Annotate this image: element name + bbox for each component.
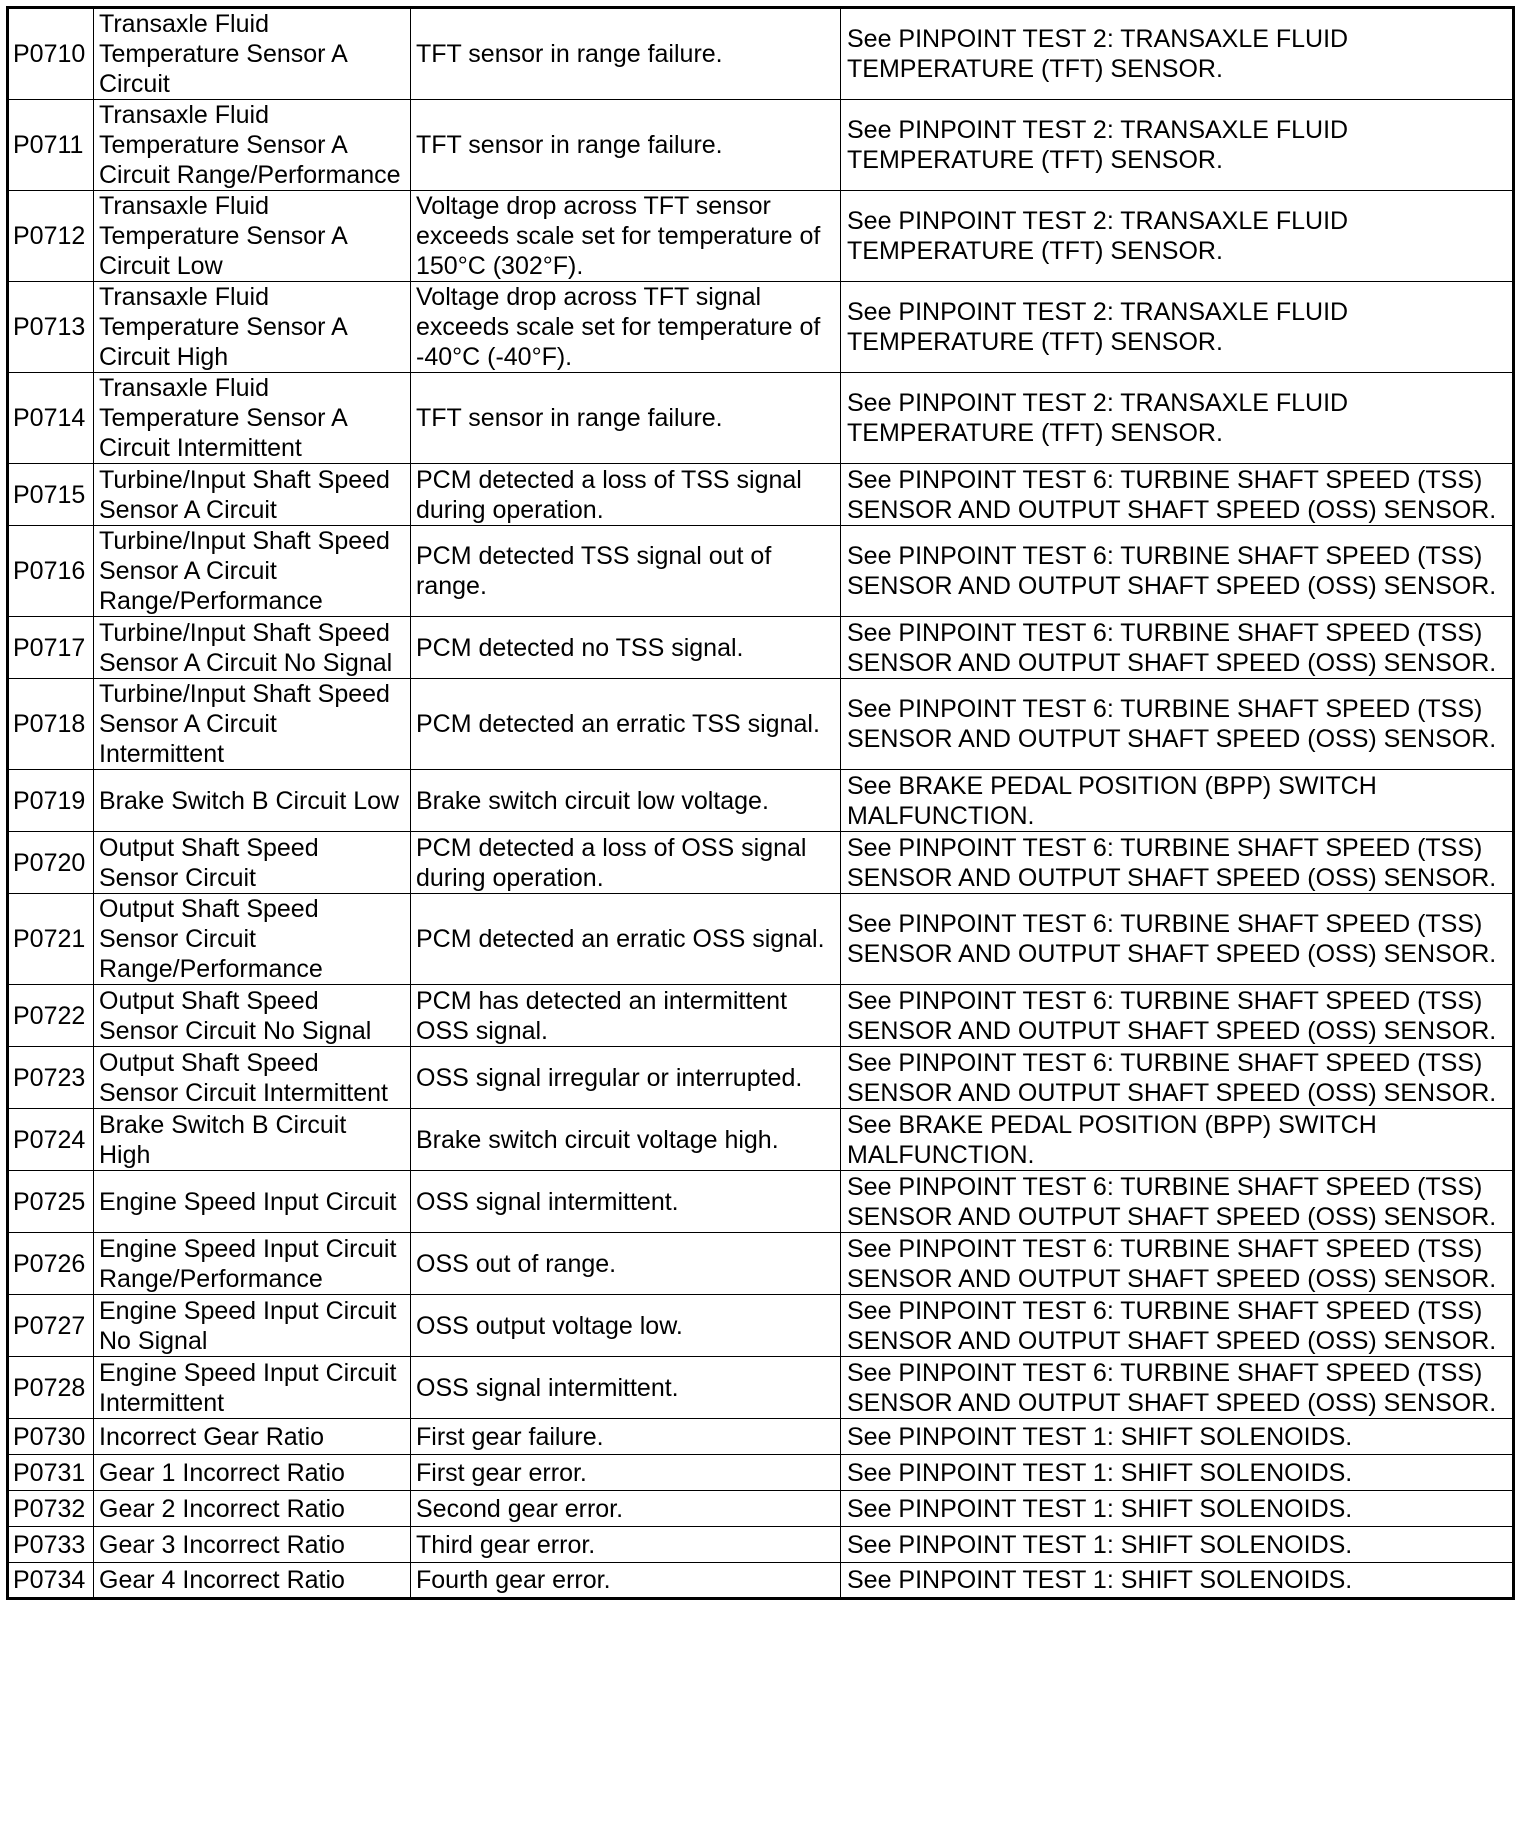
dtc-description: Gear 2 Incorrect Ratio <box>94 1491 411 1527</box>
table-row <box>8 1455 1514 1491</box>
dtc-description: Incorrect Gear Ratio <box>94 1419 411 1455</box>
dtc-condition: PCM detected an erratic OSS signal. <box>411 894 841 985</box>
dtc-description: Gear 3 Incorrect Ratio <box>94 1527 411 1563</box>
dtc-code: P0717 <box>8 617 94 679</box>
table-row <box>8 100 1514 191</box>
dtc-code: P0711 <box>8 100 94 191</box>
dtc-condition: First gear failure. <box>411 1419 841 1455</box>
dtc-action: See PINPOINT TEST 1: SHIFT SOLENOIDS. <box>841 1419 1514 1455</box>
dtc-condition: PCM detected a loss of TSS signal during operation. <box>411 464 841 526</box>
table-row <box>8 1295 1514 1357</box>
dtc-action: See PINPOINT TEST 6: TURBINE SHAFT SPEED (TSS) SENSOR AND OUTPUT SHAFT SPEED (OSS) SENSOR. <box>841 679 1514 770</box>
dtc-action: See PINPOINT TEST 1: SHIFT SOLENOIDS. <box>841 1563 1514 1599</box>
dtc-code: P0726 <box>8 1233 94 1295</box>
table-row <box>8 1233 1514 1295</box>
table-row <box>8 282 1514 373</box>
dtc-code: P0712 <box>8 191 94 282</box>
dtc-condition: PCM detected a loss of OSS signal during operation. <box>411 832 841 894</box>
dtc-action: See BRAKE PEDAL POSITION (BPP) SWITCH MALFUNCTION. <box>841 1109 1514 1171</box>
dtc-action: See PINPOINT TEST 1: SHIFT SOLENOIDS. <box>841 1527 1514 1563</box>
table-row <box>8 1357 1514 1419</box>
dtc-description: Turbine/Input Shaft Speed Sensor A Circuit Range/Performance <box>94 526 411 617</box>
dtc-action: See PINPOINT TEST 6: TURBINE SHAFT SPEED (TSS) SENSOR AND OUTPUT SHAFT SPEED (OSS) SENSOR. <box>841 617 1514 679</box>
table-row <box>8 832 1514 894</box>
dtc-action: See BRAKE PEDAL POSITION (BPP) SWITCH MALFUNCTION. <box>841 770 1514 832</box>
dtc-description: Transaxle Fluid Temperature Sensor A Circuit High <box>94 282 411 373</box>
table-row <box>8 1109 1514 1171</box>
dtc-condition: PCM detected TSS signal out of range. <box>411 526 841 617</box>
dtc-code: P0715 <box>8 464 94 526</box>
dtc-table <box>6 6 1515 1600</box>
dtc-action: See PINPOINT TEST 2: TRANSAXLE FLUID TEMPERATURE (TFT) SENSOR. <box>841 8 1514 100</box>
dtc-description: Output Shaft Speed Sensor Circuit Intermittent <box>94 1047 411 1109</box>
dtc-condition: Voltage drop across TFT signal exceeds scale set for temperature of -40°C (-40°F). <box>411 282 841 373</box>
dtc-action: See PINPOINT TEST 2: TRANSAXLE FLUID TEMPERATURE (TFT) SENSOR. <box>841 191 1514 282</box>
dtc-description: Engine Speed Input Circuit Range/Performance <box>94 1233 411 1295</box>
dtc-condition: OSS output voltage low. <box>411 1295 841 1357</box>
dtc-condition: PCM detected no TSS signal. <box>411 617 841 679</box>
dtc-action: See PINPOINT TEST 2: TRANSAXLE FLUID TEMPERATURE (TFT) SENSOR. <box>841 373 1514 464</box>
dtc-description: Turbine/Input Shaft Speed Sensor A Circuit Intermittent <box>94 679 411 770</box>
table-row <box>8 985 1514 1047</box>
dtc-condition: Brake switch circuit low voltage. <box>411 770 841 832</box>
dtc-condition: TFT sensor in range failure. <box>411 8 841 100</box>
dtc-code: P0716 <box>8 526 94 617</box>
dtc-code: P0721 <box>8 894 94 985</box>
dtc-code: P0714 <box>8 373 94 464</box>
dtc-action: See PINPOINT TEST 6: TURBINE SHAFT SPEED (TSS) SENSOR AND OUTPUT SHAFT SPEED (OSS) SENSOR. <box>841 526 1514 617</box>
dtc-description: Gear 1 Incorrect Ratio <box>94 1455 411 1491</box>
dtc-condition: First gear error. <box>411 1455 841 1491</box>
dtc-condition: Brake switch circuit voltage high. <box>411 1109 841 1171</box>
dtc-description: Turbine/Input Shaft Speed Sensor A Circuit <box>94 464 411 526</box>
dtc-description: Transaxle Fluid Temperature Sensor A Circuit Low <box>94 191 411 282</box>
dtc-condition: OSS signal intermittent. <box>411 1357 841 1419</box>
table-row <box>8 679 1514 770</box>
dtc-condition: OSS signal irregular or interrupted. <box>411 1047 841 1109</box>
dtc-action: See PINPOINT TEST 6: TURBINE SHAFT SPEED (TSS) SENSOR AND OUTPUT SHAFT SPEED (OSS) SENSOR. <box>841 1233 1514 1295</box>
dtc-code: P0724 <box>8 1109 94 1171</box>
dtc-action: See PINPOINT TEST 1: SHIFT SOLENOIDS. <box>841 1491 1514 1527</box>
dtc-code: P0734 <box>8 1563 94 1599</box>
table-row <box>8 373 1514 464</box>
table-row <box>8 8 1514 100</box>
dtc-action: See PINPOINT TEST 6: TURBINE SHAFT SPEED (TSS) SENSOR AND OUTPUT SHAFT SPEED (OSS) SENSOR. <box>841 832 1514 894</box>
dtc-condition: OSS out of range. <box>411 1233 841 1295</box>
dtc-description: Turbine/Input Shaft Speed Sensor A Circuit No Signal <box>94 617 411 679</box>
dtc-description: Gear 4 Incorrect Ratio <box>94 1563 411 1599</box>
table-row <box>8 1527 1514 1563</box>
dtc-code: P0732 <box>8 1491 94 1527</box>
table-row <box>8 617 1514 679</box>
dtc-action: See PINPOINT TEST 6: TURBINE SHAFT SPEED (TSS) SENSOR AND OUTPUT SHAFT SPEED (OSS) SENSOR. <box>841 1357 1514 1419</box>
dtc-condition: TFT sensor in range failure. <box>411 100 841 191</box>
dtc-code: P0710 <box>8 8 94 100</box>
dtc-description: Transaxle Fluid Temperature Sensor A Circuit <box>94 8 411 100</box>
dtc-description: Output Shaft Speed Sensor Circuit <box>94 832 411 894</box>
dtc-condition: Third gear error. <box>411 1527 841 1563</box>
table-row <box>8 1171 1514 1233</box>
table-row <box>8 1419 1514 1455</box>
table-row <box>8 464 1514 526</box>
table-row <box>8 1563 1514 1599</box>
dtc-code: P0728 <box>8 1357 94 1419</box>
dtc-condition: PCM detected an erratic TSS signal. <box>411 679 841 770</box>
dtc-code: P0719 <box>8 770 94 832</box>
dtc-action: See PINPOINT TEST 6: TURBINE SHAFT SPEED (TSS) SENSOR AND OUTPUT SHAFT SPEED (OSS) SENSOR. <box>841 1171 1514 1233</box>
dtc-code: P0722 <box>8 985 94 1047</box>
dtc-action: See PINPOINT TEST 6: TURBINE SHAFT SPEED (TSS) SENSOR AND OUTPUT SHAFT SPEED (OSS) SENSOR. <box>841 464 1514 526</box>
dtc-code: P0733 <box>8 1527 94 1563</box>
dtc-action: See PINPOINT TEST 1: SHIFT SOLENOIDS. <box>841 1455 1514 1491</box>
dtc-description: Brake Switch B Circuit Low <box>94 770 411 832</box>
dtc-action: See PINPOINT TEST 6: TURBINE SHAFT SPEED (TSS) SENSOR AND OUTPUT SHAFT SPEED (OSS) SENSOR. <box>841 1047 1514 1109</box>
dtc-condition: Fourth gear error. <box>411 1563 841 1599</box>
dtc-action: See PINPOINT TEST 6: TURBINE SHAFT SPEED (TSS) SENSOR AND OUTPUT SHAFT SPEED (OSS) SENSOR. <box>841 985 1514 1047</box>
dtc-action: See PINPOINT TEST 6: TURBINE SHAFT SPEED (TSS) SENSOR AND OUTPUT SHAFT SPEED (OSS) SENSOR. <box>841 1295 1514 1357</box>
table-row <box>8 1047 1514 1109</box>
dtc-code: P0713 <box>8 282 94 373</box>
dtc-condition: OSS signal intermittent. <box>411 1171 841 1233</box>
dtc-table-body <box>8 8 1514 1599</box>
dtc-description: Transaxle Fluid Temperature Sensor A Circuit Intermittent <box>94 373 411 464</box>
dtc-condition: TFT sensor in range failure. <box>411 373 841 464</box>
dtc-code: P0727 <box>8 1295 94 1357</box>
dtc-condition: Voltage drop across TFT sensor exceeds scale set for temperature of 150°C (302°F). <box>411 191 841 282</box>
dtc-code: P0723 <box>8 1047 94 1109</box>
dtc-action: See PINPOINT TEST 2: TRANSAXLE FLUID TEMPERATURE (TFT) SENSOR. <box>841 100 1514 191</box>
dtc-description: Engine Speed Input Circuit Intermittent <box>94 1357 411 1419</box>
table-row <box>8 526 1514 617</box>
dtc-code: P0731 <box>8 1455 94 1491</box>
table-row <box>8 894 1514 985</box>
table-row <box>8 770 1514 832</box>
dtc-condition: PCM has detected an intermittent OSS signal. <box>411 985 841 1047</box>
dtc-description: Engine Speed Input Circuit No Signal <box>94 1295 411 1357</box>
table-row <box>8 191 1514 282</box>
dtc-description: Output Shaft Speed Sensor Circuit Range/Performance <box>94 894 411 985</box>
dtc-description: Brake Switch B Circuit High <box>94 1109 411 1171</box>
dtc-code: P0720 <box>8 832 94 894</box>
dtc-code: P0725 <box>8 1171 94 1233</box>
dtc-code: P0730 <box>8 1419 94 1455</box>
dtc-description: Engine Speed Input Circuit <box>94 1171 411 1233</box>
dtc-description: Output Shaft Speed Sensor Circuit No Signal <box>94 985 411 1047</box>
dtc-code: P0718 <box>8 679 94 770</box>
dtc-condition: Second gear error. <box>411 1491 841 1527</box>
dtc-action: See PINPOINT TEST 2: TRANSAXLE FLUID TEMPERATURE (TFT) SENSOR. <box>841 282 1514 373</box>
dtc-action: See PINPOINT TEST 6: TURBINE SHAFT SPEED (TSS) SENSOR AND OUTPUT SHAFT SPEED (OSS) SENSOR. <box>841 894 1514 985</box>
table-row <box>8 1491 1514 1527</box>
dtc-description: Transaxle Fluid Temperature Sensor A Circuit Range/Performance <box>94 100 411 191</box>
